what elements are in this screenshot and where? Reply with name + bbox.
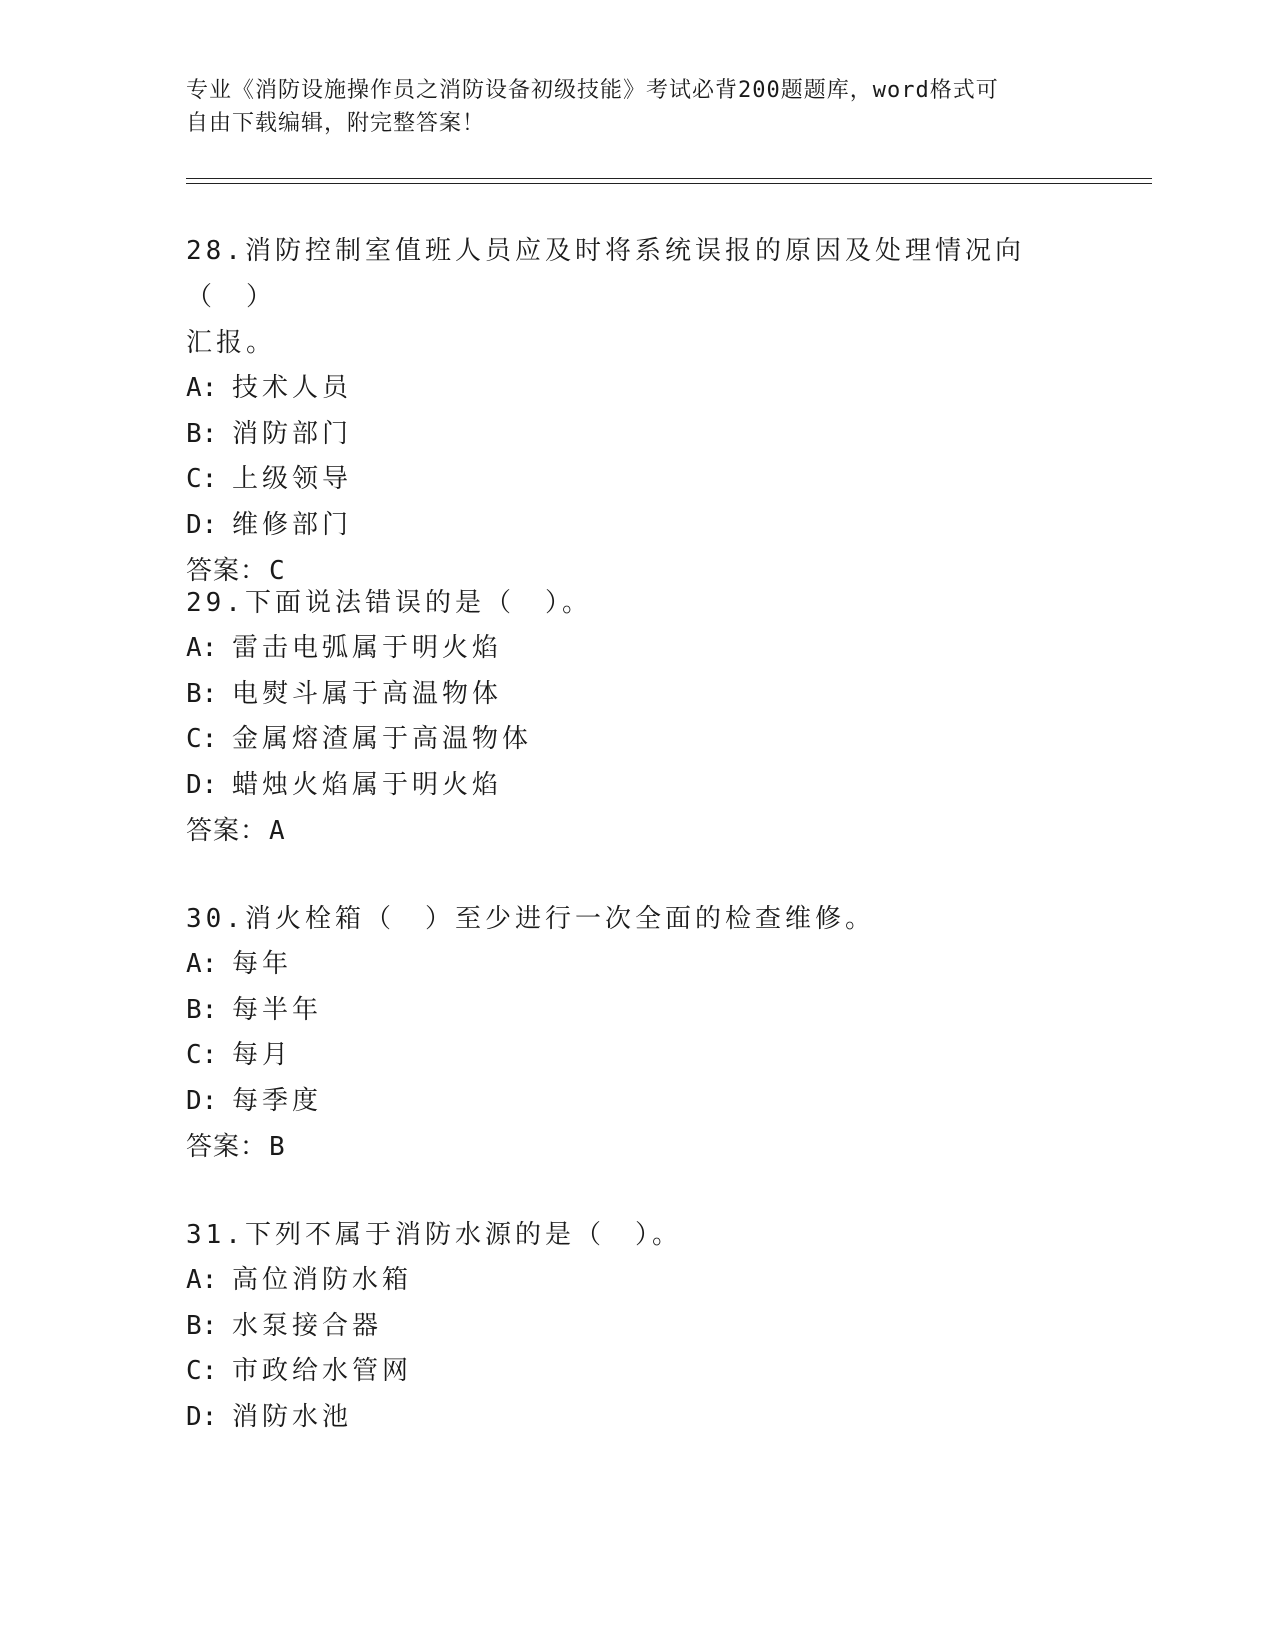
option-a (186, 1258, 1086, 1304)
option-key: C: (186, 464, 218, 494)
answer-label: 答案： (186, 1132, 268, 1162)
option-text: 每半年 (232, 994, 323, 1025)
option-key: D: (186, 1401, 218, 1432)
option-key: B: (186, 418, 218, 449)
option-key: B: (186, 678, 218, 709)
option-key: A: (186, 1265, 218, 1295)
option-key: D: (186, 1085, 218, 1116)
document-header (186, 74, 1066, 140)
option-key: D: (186, 509, 218, 540)
option-text: 金属熔渣属于高温物体 (232, 724, 533, 754)
option-a (186, 942, 1086, 988)
option-b (186, 412, 1086, 458)
answer-label: 答案： (186, 816, 268, 846)
question-31 (186, 1212, 1086, 1440)
answer (186, 808, 1086, 854)
option-text: 消防水池 (232, 1401, 353, 1432)
answer (186, 1124, 1086, 1170)
option-a (186, 366, 1086, 412)
option-key: C: (186, 1356, 218, 1386)
option-c (186, 1349, 1086, 1395)
answer-value: A (269, 816, 286, 846)
header-line-2: 自由下载编辑，附完整答案！ (186, 111, 486, 136)
option-d (186, 1395, 1086, 1441)
option-key: A: (186, 633, 218, 663)
question-text: 30.消火栓箱（ ）至少进行一次全面的检查维修。 (186, 904, 875, 934)
option-c (186, 457, 1086, 503)
question-text: 31.下列不属于消防水源的是（ ）。 (186, 1220, 682, 1250)
option-text: 每月 (232, 1040, 293, 1070)
option-text: 技术人员 (232, 373, 353, 403)
option-key: A: (186, 373, 218, 403)
question-text: 29.下面说法错误的是（ ）。 (186, 588, 592, 618)
option-b (186, 672, 1086, 718)
answer-value: C (269, 556, 286, 586)
option-key: B: (186, 1310, 218, 1341)
answer-label: 答案： (186, 556, 268, 586)
option-text: 每年 (232, 949, 293, 979)
question-29 (186, 580, 1086, 854)
question-28 (186, 228, 1086, 594)
option-b (186, 1304, 1086, 1350)
header-divider-top (186, 178, 1152, 179)
option-a (186, 626, 1086, 672)
option-key: C: (186, 1040, 218, 1070)
option-d (186, 1079, 1086, 1125)
option-d (186, 763, 1086, 809)
option-key: A: (186, 949, 218, 979)
option-c (186, 717, 1086, 763)
question-30 (186, 896, 1086, 1170)
header-line-1: 专业《消防设施操作员之消防设备初级技能》考试必背200题题库，word格式可 (186, 78, 999, 103)
question-text-continued: 汇报。 (186, 328, 277, 358)
option-text: 水泵接合器 (232, 1310, 383, 1341)
option-text: 电熨斗属于高温物体 (232, 678, 503, 709)
option-key: D: (186, 769, 218, 800)
option-text: 每季度 (232, 1085, 323, 1116)
question-text: 28.消防控制室值班人员应及时将系统误报的原因及处理情况向（ ） (186, 236, 1025, 312)
answer-value: B (269, 1132, 286, 1162)
option-d (186, 503, 1086, 549)
option-text: 上级领导 (232, 464, 353, 494)
option-c (186, 1033, 1086, 1079)
option-text: 蜡烛火焰属于明火焰 (232, 769, 503, 800)
option-b (186, 988, 1086, 1034)
option-text: 维修部门 (232, 509, 353, 540)
option-text: 市政给水管网 (232, 1356, 413, 1386)
header-divider-bottom (186, 183, 1152, 184)
option-key: C: (186, 724, 218, 754)
option-key: B: (186, 994, 218, 1025)
option-text: 雷击电弧属于明火焰 (232, 633, 503, 663)
option-text: 高位消防水箱 (232, 1265, 413, 1295)
option-text: 消防部门 (232, 418, 353, 449)
